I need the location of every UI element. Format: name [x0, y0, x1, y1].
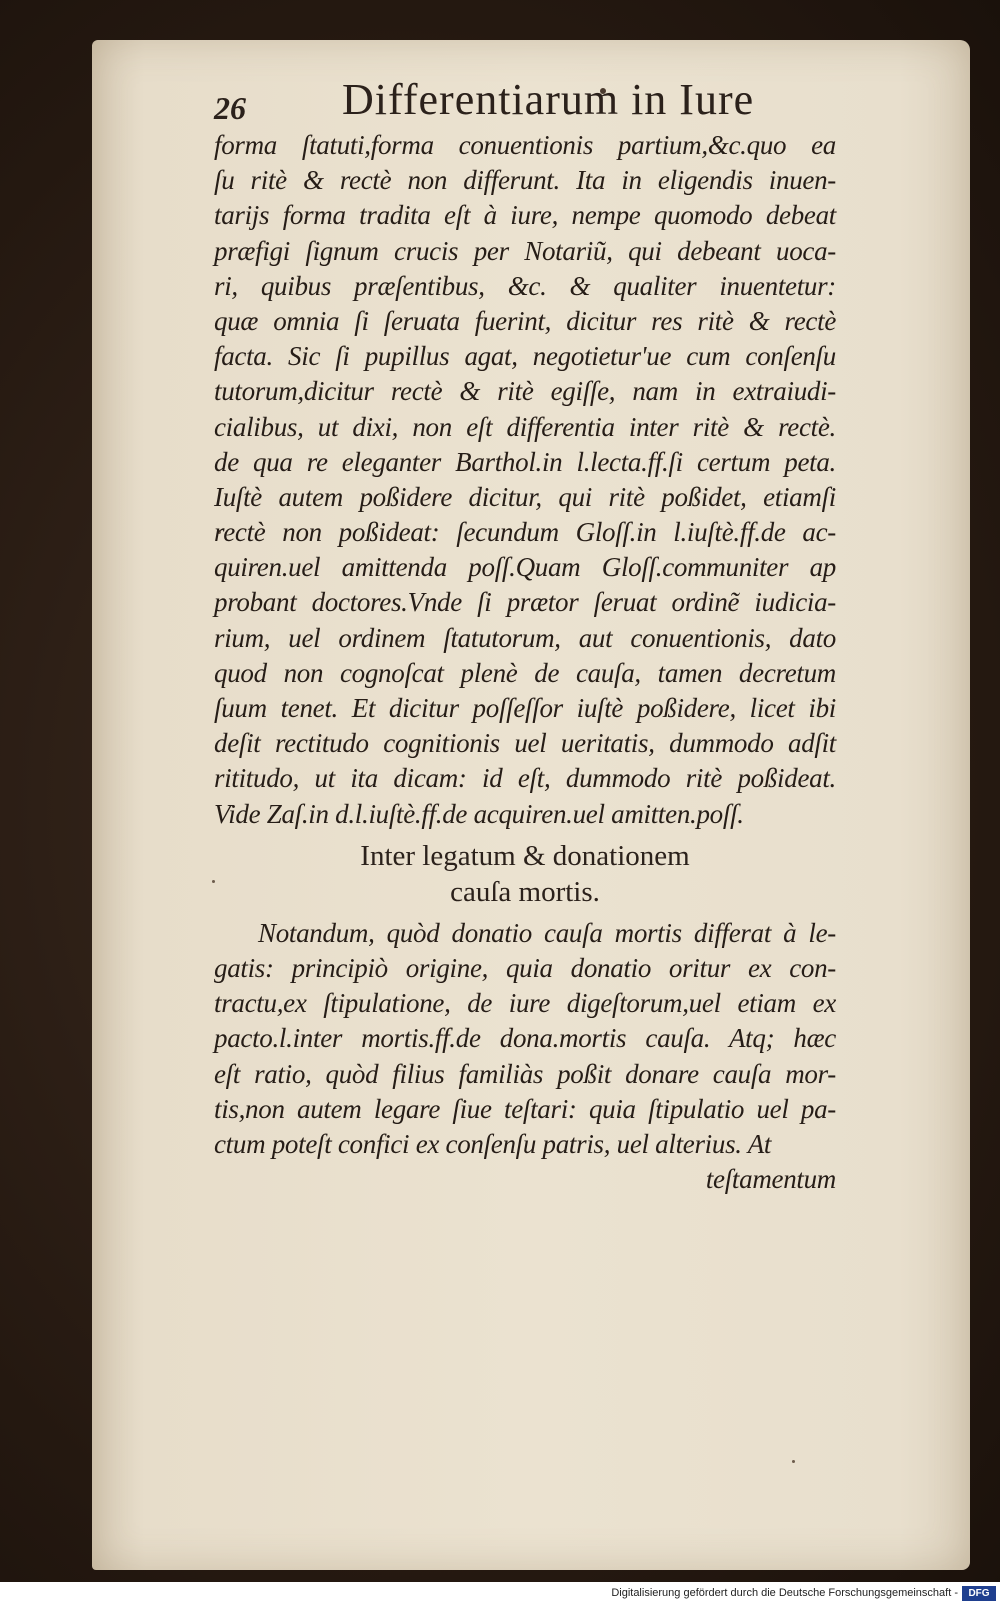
text-line: rititudo, ut ita dicam: id eſt, dummodo ritè poßideat. — [214, 763, 836, 794]
text-line: forma ſtatuti,forma conuentionis partium,&c.quo ea — [214, 130, 836, 160]
text-line: ſu ritè & rectè non differunt. Ita in eligendis inuen- — [214, 165, 836, 196]
text-line: quæ omnia ſi ſeruata fuerint, dicitur res ritè & rectè — [214, 305, 836, 336]
paragraph-2 — [214, 916, 836, 1162]
text-line: rium, uel ordinem ſtatutorum, aut conuentionis, dato — [214, 622, 836, 653]
text-line: præfigi ſignum crucis per Notariũ, qui debeant uoca- — [214, 235, 836, 266]
catchword: teſtamentum — [705, 1164, 836, 1195]
text-line: deſit rectitudo cognitionis uel ueritatis, dummodo adſit — [214, 728, 836, 759]
text-line: probant doctores.Vnde ſi prætor ſeruat ordinẽ iudicia- — [214, 587, 836, 618]
text-line: tis,non autem legare ſiue teſtari: quia ſtipulatio uel pa- — [214, 1093, 836, 1124]
text-line: facta. Sic ſi pupillus agat, negotietur'ue cum conſenſu — [214, 341, 836, 372]
heading-line: cauſa mortis. — [450, 875, 600, 908]
text-line: de qua re eleganter Barthol.in l.lecta.ff.ſi certum peta. — [214, 446, 836, 477]
text-line: pacto.l.inter mortis.ff.de dona.mortis cauſa. Atq; hæc — [214, 1023, 836, 1054]
text-line: ri, quibus præſentibus, &c. & qualiter inuentetur: — [214, 270, 836, 301]
text-line: eſt ratio, quòd filius familiàs poßit donare cauſa mor- — [214, 1058, 836, 1089]
dfg-logo: DFG — [962, 1586, 996, 1601]
paragraph-1 — [214, 128, 836, 832]
paper-speck — [792, 1460, 795, 1463]
text-line: Iuſtè autem poßidere dicitur, qui ritè poßidet, etiamſi — [214, 481, 836, 512]
text-line: quiren.uel amittenda poſſ.Quam Gloſſ.communiter ap — [214, 552, 836, 583]
text-line: gatis: principiò origine, quia donatio oritur ex con- — [214, 952, 836, 983]
digitization-footer — [0, 1582, 1000, 1607]
text-line: ſuum tenet. Et dicitur poſſeſſor iuſtè poßidere, licet ibi — [214, 693, 836, 723]
text-line: cialibus, ut dixi, non eſt differentia inter ritè & rectè. — [214, 411, 836, 442]
funding-credit: Digitalisierung gefördert durch die Deutsche Forschungsgemeinschaft - — [611, 1587, 958, 1599]
text-line: ctum poteſt confici ex conſenſu patris, uel alterius. At — [214, 1128, 772, 1159]
running-title: Differentiarum in Iure — [342, 75, 755, 124]
page-number: 26 — [214, 90, 246, 126]
section-heading — [214, 838, 836, 910]
text-line: Vide Zaſ.in d.l.iuſtè.ff.de acquiren.uel amitten.poſſ. — [214, 798, 744, 829]
main-text — [214, 128, 836, 1197]
text-line: tarijs forma tradita eſt à iure, nempe quomodo debeat — [214, 200, 836, 231]
text-line: rectè non poßideat: ſecundum Gloſſ.in l.iuſtè.ff.de ac- — [214, 517, 836, 548]
text-line: Notandum, quòd donatio cauſa mortis differat à le- — [258, 917, 836, 948]
text-line: tractu,ex ſtipulatione, de iure digeſtorum,uel etiam ex — [214, 988, 836, 1019]
heading-line: Inter legatum & donationem — [360, 839, 690, 872]
text-line: tutorum,dicitur rectè & ritè egiſſe, nam in extraiudi- — [214, 376, 836, 407]
text-line: quod non cognoſcat plenè de cauſa, tamen decretum — [214, 657, 836, 688]
